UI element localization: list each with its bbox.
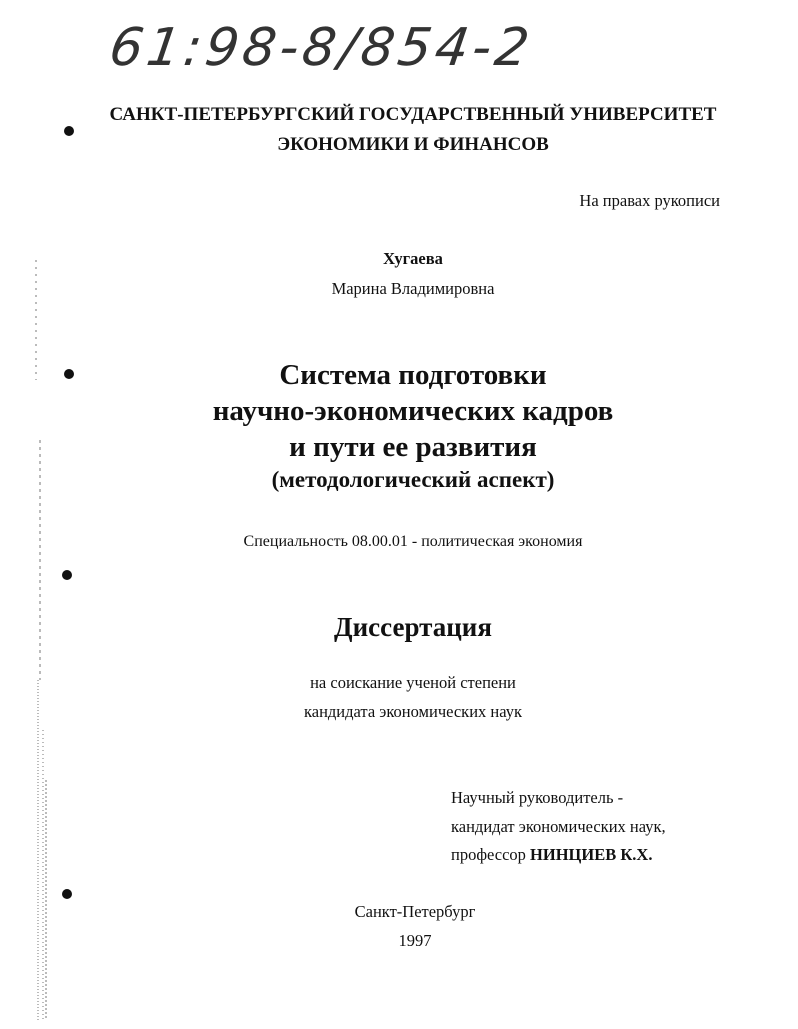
supervisor-line-3 — [451, 845, 652, 865]
title-line-2: научно-экономических кадров — [212, 395, 614, 427]
title-line-3: и пути ее развития — [289, 431, 537, 463]
supervisor-line-2: кандидат экономических наук, — [451, 817, 666, 836]
year: 1997 — [398, 931, 432, 950]
specialty-line: Специальность 08.00.01 - политическая экономия — [243, 533, 583, 550]
supervisor-title: профессор — [451, 845, 526, 864]
degree-line-1: на соискание ученой степени — [310, 673, 516, 692]
binding-hole-3 — [62, 570, 72, 580]
university-name-line-1: САНКТ-ПЕТЕРБУРГСКИЙ ГОСУДАРСТВЕННЫЙ УНИВЕРСИТЕТ — [109, 104, 717, 125]
author-surname: Хугаева — [383, 249, 443, 268]
author-name: Марина Владимировна — [331, 279, 495, 298]
binding-hole-4 — [62, 889, 72, 899]
handwritten-archive-code: 61:98-8/854-2 — [105, 18, 537, 78]
degree-line-2: кандидата экономических наук — [303, 702, 522, 721]
supervisor-line-1: Научный руководитель - — [451, 788, 624, 807]
manuscript-rights-note: На правах рукописи — [579, 191, 720, 210]
supervisor-name: НИНЦИЕВ К.Х. — [530, 845, 653, 864]
title-subtitle: (методологический аспект) — [271, 467, 555, 492]
work-type-heading: Диссертация — [334, 612, 492, 642]
title-line-1: Система подготовки — [279, 359, 547, 391]
university-name-line-2: ЭКОНОМИКИ И ФИНАНСОВ — [277, 134, 549, 155]
city: Санкт-Петербург — [354, 902, 476, 921]
